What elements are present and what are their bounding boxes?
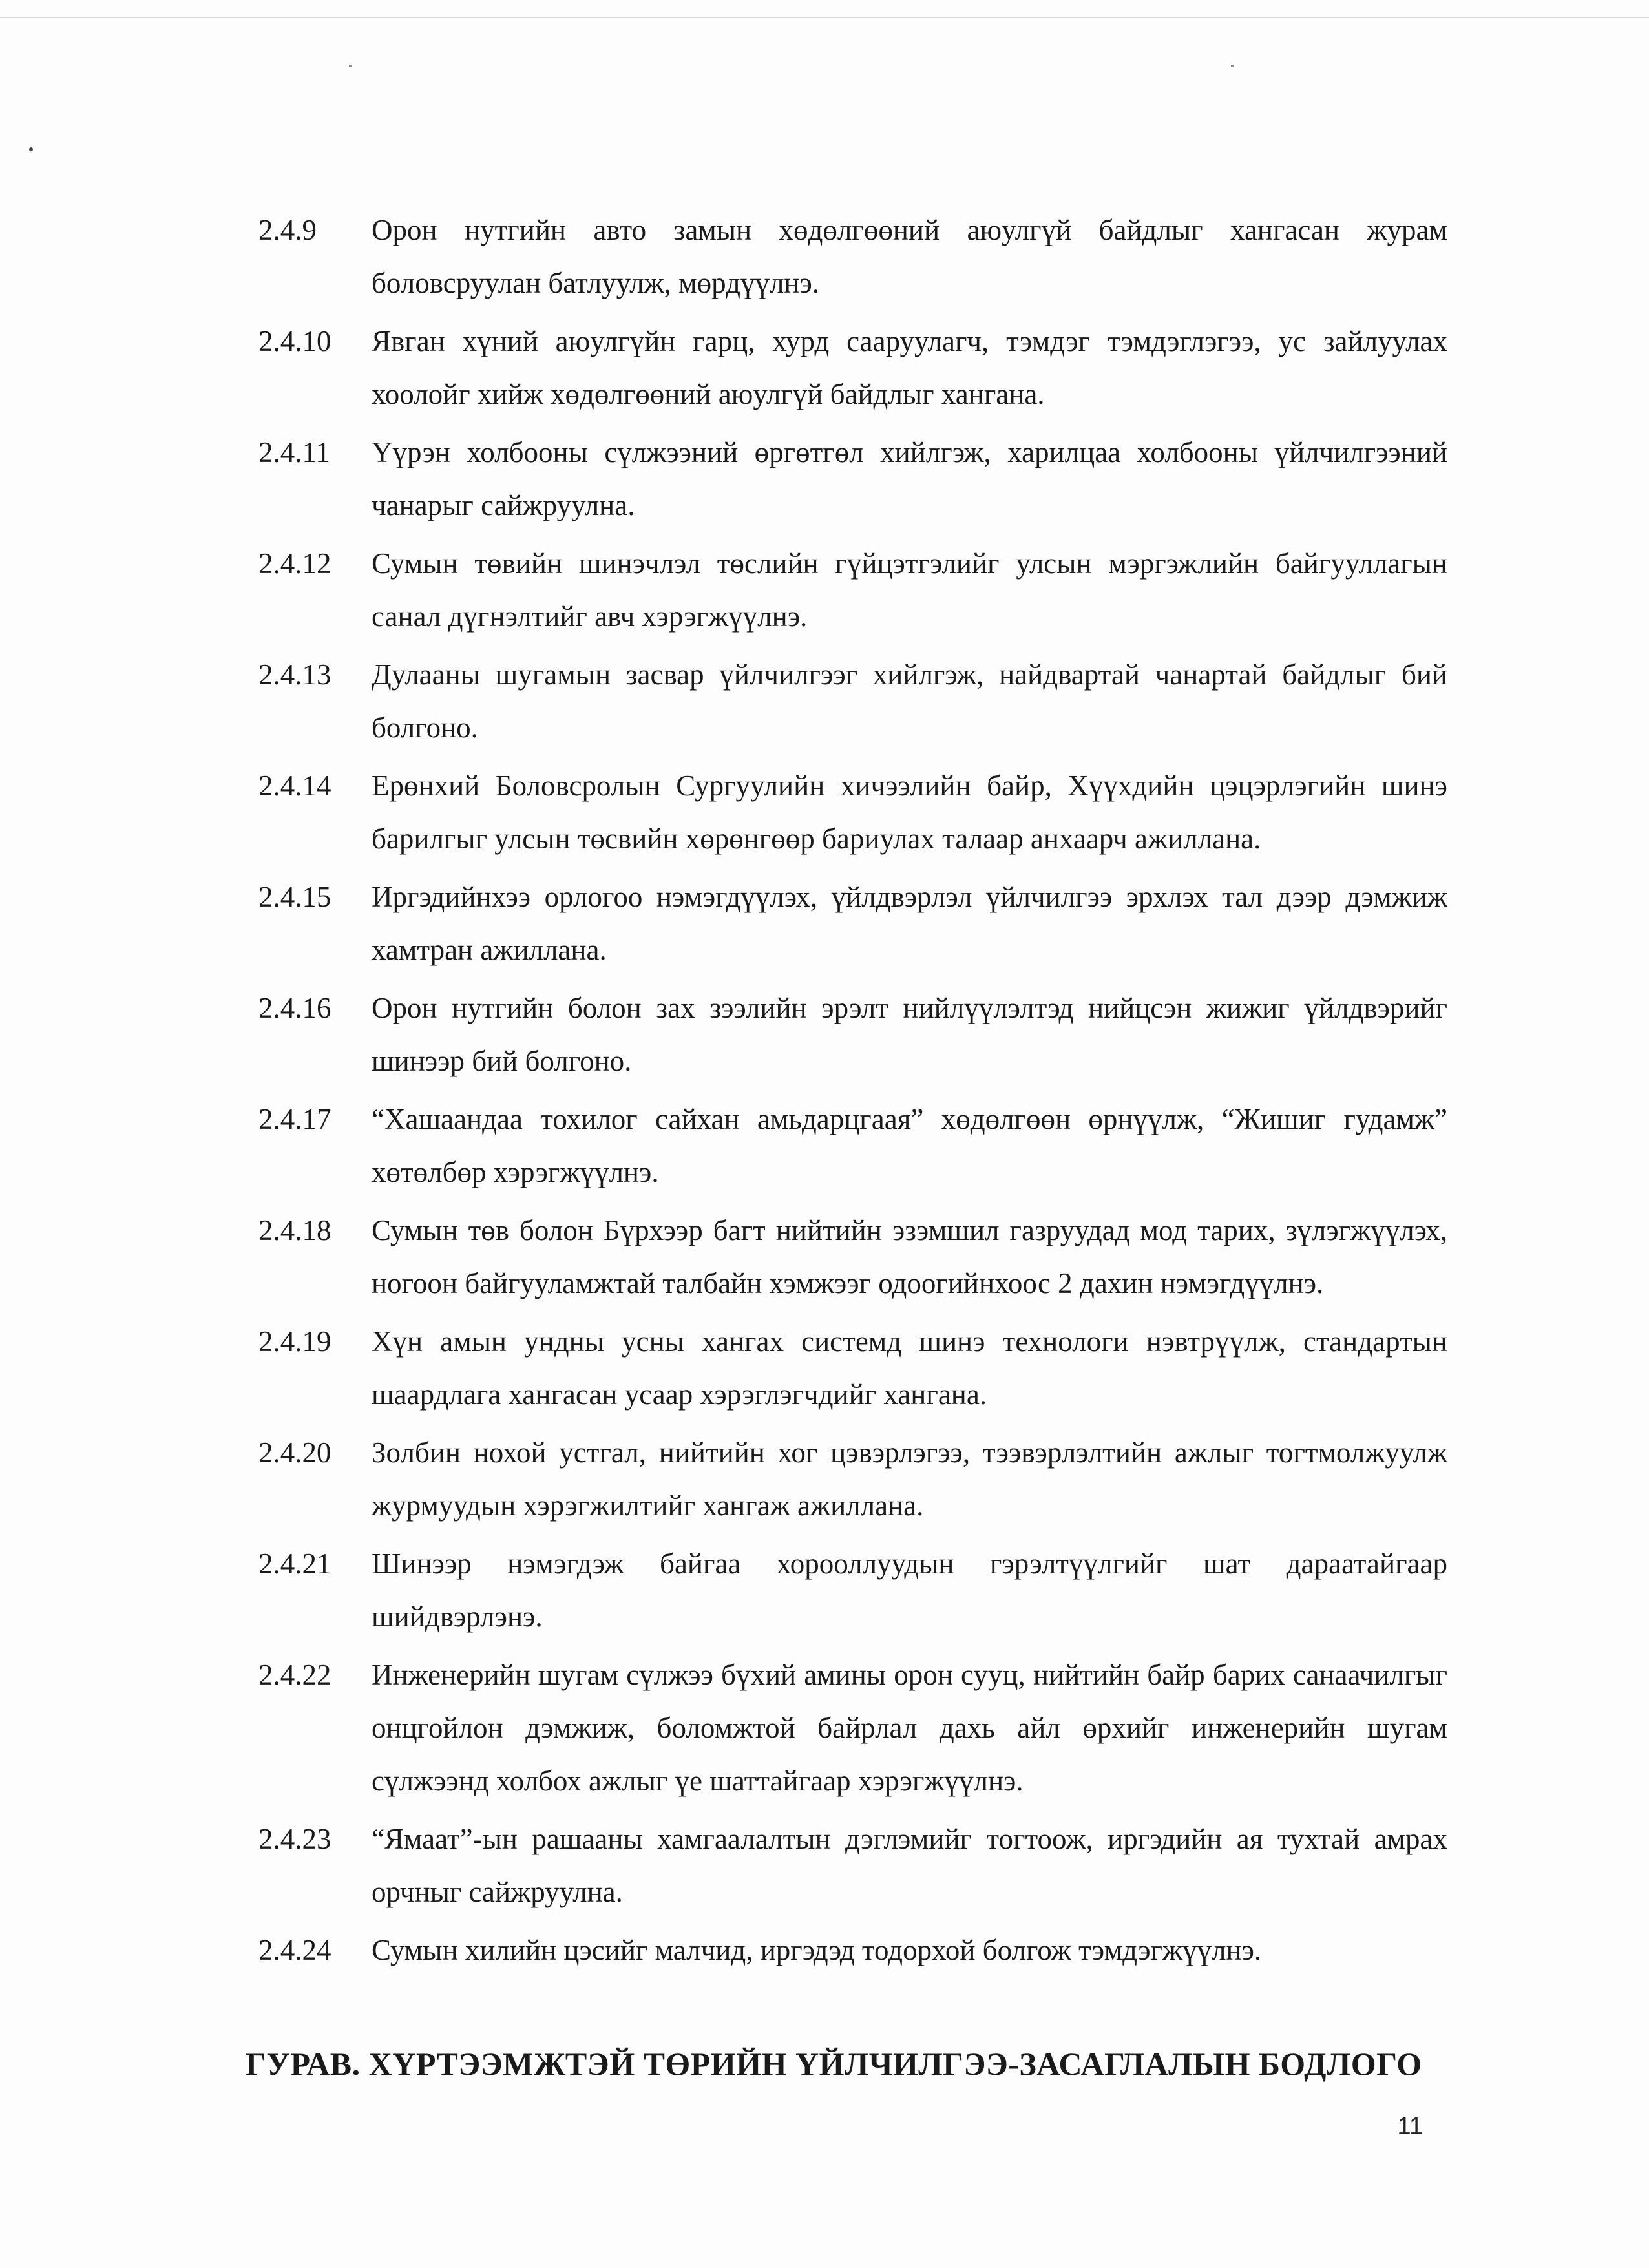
item-number: 2.4.22	[258, 1659, 331, 1691]
scan-speck	[349, 65, 352, 67]
item-text: Явган хүний аюулгүйн гарц, хурд сааруулагч, тэмдэг тэмдэглэгээ, ус зайлуулах хоолойг хийж хөдөлгөөний аюулгүй байдлыг хангана.	[372, 325, 1447, 410]
item-number: 2.4.18	[258, 1214, 331, 1246]
list-item	[258, 1924, 1447, 1977]
item-number: 2.4.17	[258, 1103, 331, 1135]
item-list	[258, 204, 1447, 1982]
list-item	[258, 1426, 1447, 1532]
list-item	[258, 759, 1447, 865]
item-number: 2.4.15	[258, 881, 331, 913]
item-text: Инженерийн шугам сүлжээ бүхий амины орон сууц, нийтийн байр барих санаачилгыг онцгойлон дэмжиж, боломжтой байрлал дахь айл өрхийг инженерийн шугам сүлжээнд холбох ажлыг үе шаттайгаар хэрэгжүүлнэ.	[372, 1659, 1447, 1797]
item-text: Хүн амын ундны усны хангах системд шинэ технологи нэвтрүүлж, стандартын шаардлага хангасан усаар хэрэглэгчдийг хангана.	[372, 1325, 1447, 1411]
list-item	[258, 870, 1447, 976]
item-text: Сумын хилийн цэсийг малчид, иргэдэд тодорхой болгож тэмдэгжүүлнэ.	[372, 1934, 1262, 1966]
item-text: Орон нутгийн авто замын хөдөлгөөний аюулгүй байдлыг хангасан журам боловсруулан батлуулж, мөрдүүлнэ.	[372, 214, 1447, 299]
item-number: 2.4.11	[258, 436, 330, 468]
item-text: Шинээр нэмэгдэж байгаа хорооллуудын гэрэлтүүлгийг шат дараатайгаар шийдвэрлэнэ.	[372, 1548, 1447, 1633]
list-item	[258, 204, 1447, 310]
item-number: 2.4.20	[258, 1436, 331, 1469]
list-item	[258, 537, 1447, 643]
list-item	[258, 1648, 1447, 1807]
item-text: Ерөнхий Боловсролын Сургуулийн хичээлийн байр, Хүүхдийн цэцэрлэгийн шинэ барилгыг улсын төсвийн хөрөнгөөр бариулах талаар анхаарч ажиллана.	[372, 770, 1447, 855]
item-text: Дулааны шугамын засвар үйлчилгээг хийлгэж, найдвартай чанартай байдлыг бий болгоно.	[372, 658, 1447, 744]
item-number: 2.4.16	[258, 992, 331, 1024]
item-number: 2.4.12	[258, 547, 331, 580]
list-item	[258, 1315, 1447, 1421]
list-item	[258, 982, 1447, 1087]
scan-speck	[1231, 65, 1234, 67]
item-text: “Хашаандаа тохилог сайхан амьдарцгаая” хөдөлгөөн өрнүүлж, “Жишиг гудамж” хөтөлбөр хэрэгжүүлнэ.	[372, 1103, 1447, 1188]
item-text: Сумын төв болон Бүрхээр багт нийтийн эзэмшил газруудад мод тарих, зүлэгжүүлэх, ногоон байгууламжтай талбайн хэмжээг одоогийнхоос 2 дахин нэмэгдүүлнэ.	[372, 1214, 1447, 1299]
list-item	[258, 1537, 1447, 1643]
item-number: 2.4.23	[258, 1823, 331, 1855]
item-text: Иргэдийнхээ орлогоо нэмэгдүүлэх, үйлдвэрлэл үйлчилгээ эрхлэх тал дээр дэмжиж хамтран ажиллана.	[372, 881, 1447, 966]
item-number: 2.4.19	[258, 1325, 331, 1358]
list-item	[258, 1204, 1447, 1310]
list-item	[258, 315, 1447, 421]
item-number: 2.4.9	[258, 214, 317, 246]
scan-edge-line	[0, 17, 1649, 18]
item-number: 2.4.13	[258, 658, 331, 691]
item-text: Золбин нохой устгал, нийтийн хог цэвэрлэгээ, тээвэрлэлтийн ажлыг тогтмолжуулж журмуудын хэрэгжилтийг хангаж ажиллана.	[372, 1436, 1447, 1522]
item-text: Сумын төвийн шинэчлэл төслийн гүйцэтгэлийг улсын мэргэжлийн байгууллагын санал дүгнэлтийг авч хэрэгжүүлнэ.	[372, 547, 1447, 633]
item-text: “Ямаат”-ын рашааны хамгаалалтын дэглэмийг тогтоож, иргэдийн ая тухтай амрах орчныг сайжруулна.	[372, 1823, 1447, 1908]
page-number: 11	[1397, 2113, 1423, 2140]
list-item	[258, 426, 1447, 532]
item-number: 2.4.10	[258, 325, 331, 357]
item-text: Орон нутгийн болон зах зээлийн эрэлт нийлүүлэлтэд нийцсэн жижиг үйлдвэрийг шинээр бий болгоно.	[372, 992, 1447, 1077]
section-heading: ГУРАВ. ХҮРТЭЭМЖТЭЙ ТӨРИЙН ҮЙЛЧИЛГЭЭ-ЗАСАГЛАЛЫН БОДЛОГО	[246, 2046, 1422, 2082]
item-number: 2.4.14	[258, 770, 331, 802]
item-number: 2.4.24	[258, 1934, 331, 1966]
list-item	[258, 1093, 1447, 1199]
list-item	[258, 1812, 1447, 1918]
item-number: 2.4.21	[258, 1548, 331, 1580]
scan-speck	[29, 147, 33, 151]
item-text: Үүрэн холбооны сүлжээний өргөтгөл хийлгэж, харилцаа холбооны үйлчилгээний чанарыг сайжруулна.	[372, 436, 1447, 521]
list-item	[258, 648, 1447, 754]
